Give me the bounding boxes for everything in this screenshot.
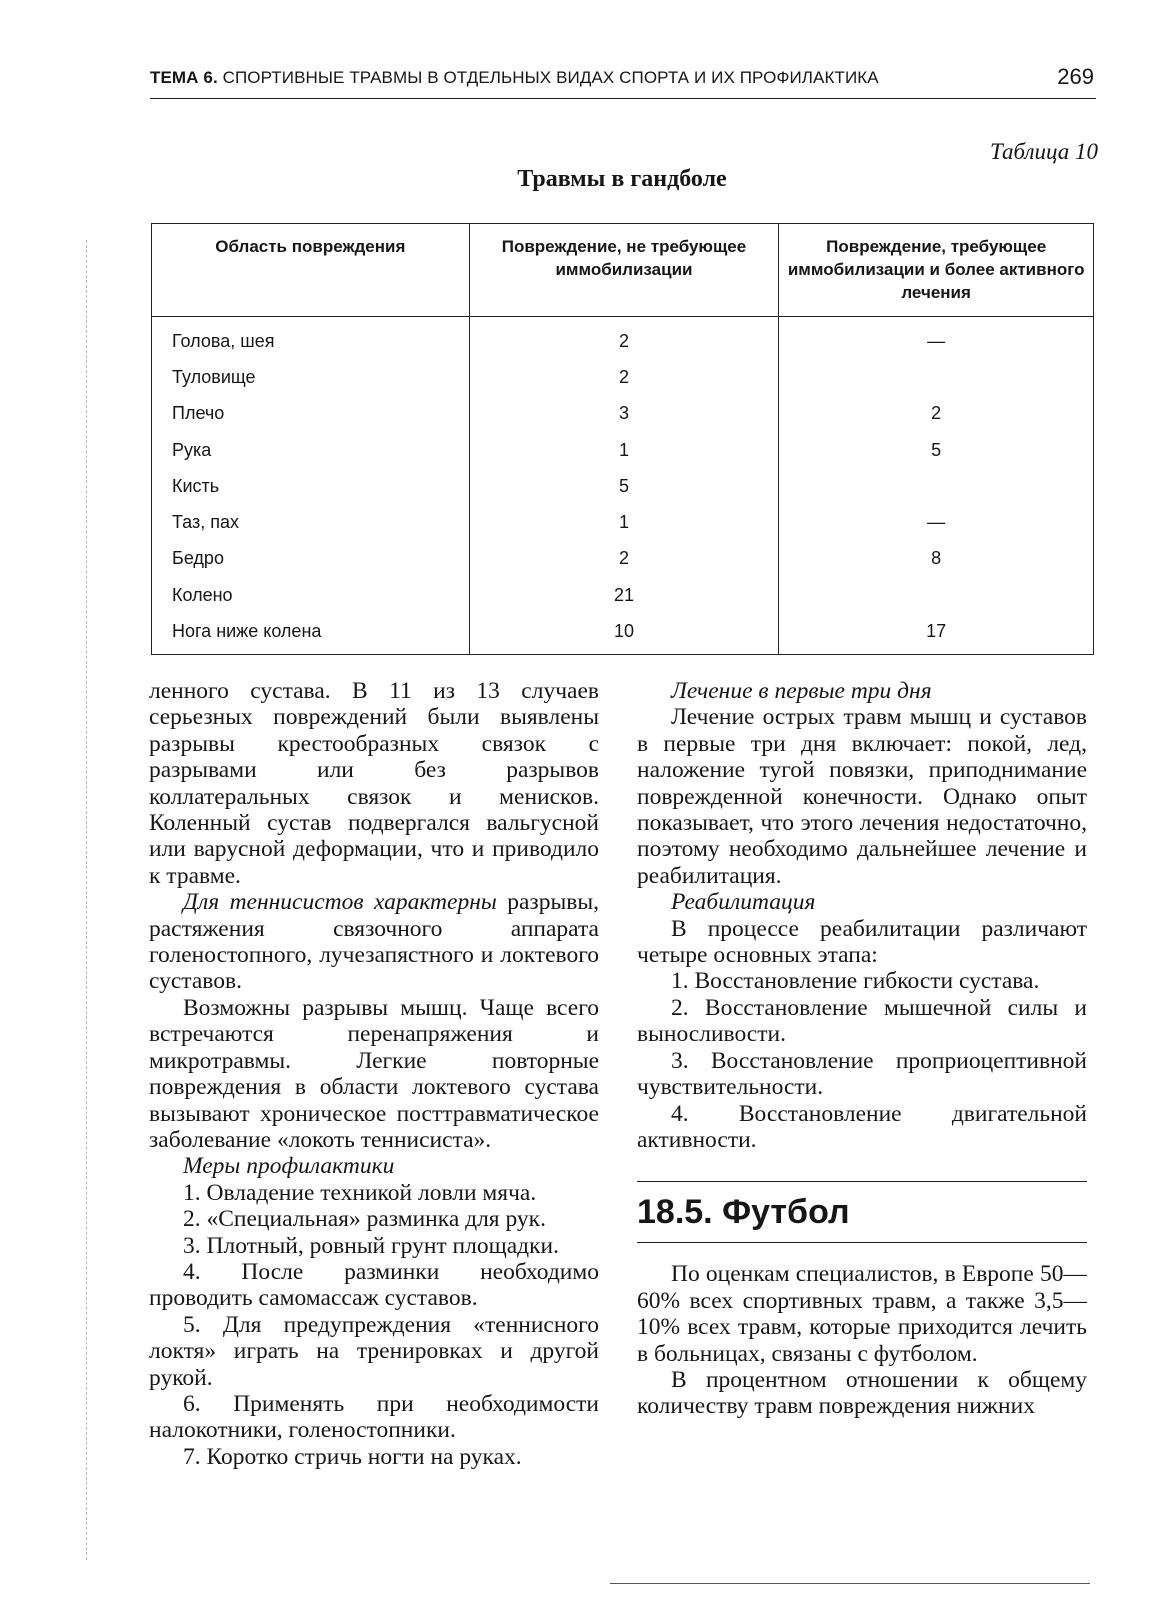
immob-cell: 17	[779, 613, 1094, 654]
list-item: 5. Для предупреждения «теннисного локтя» играть на тренировках и другой рукой.	[149, 1311, 599, 1391]
immob-cell: 2	[779, 396, 1094, 432]
running-header	[150, 64, 1096, 99]
table-row	[152, 613, 1094, 654]
table-row	[152, 468, 1094, 504]
immob-cell: 8	[779, 541, 1094, 577]
list-item: 6. Применять при необходимости налокотники, голеностопники.	[149, 1390, 599, 1444]
table-row	[152, 541, 1094, 577]
region-cell: Голова, шея	[152, 317, 470, 360]
section-header	[637, 1181, 1087, 1243]
paragraph-football-continued: В процентном отношении к общему количеству травм повреждения нижних	[637, 1366, 1087, 1420]
immob-cell: 5	[779, 432, 1094, 468]
table-row	[152, 359, 1094, 395]
no-immob-cell: 21	[469, 577, 779, 613]
paragraph-tennis-injuries	[149, 889, 599, 995]
paragraph-muscle-tears: Возможны разрывы мышц. Чаще всего встречаются перенапряжения и микротравмы. Легкие повторные повреждения в области локтевого сустава вызывают хроническое посттравматическое заболевание «локоть теннисиста».	[149, 994, 599, 1153]
prevention-heading: Меры профилактики	[183, 1153, 395, 1180]
list-item: 1. Восстановление гибкости сустава.	[671, 968, 1040, 995]
tennis-lead-italic: Для теннисистов характерны	[183, 889, 497, 916]
no-immob-cell: 1	[469, 504, 779, 540]
column-header-region: Область повреждения	[152, 224, 470, 317]
region-cell: Плечо	[152, 396, 470, 432]
list-item: 1. Овладение техникой ловли мяча.	[183, 1179, 537, 1206]
table-row	[152, 432, 1094, 468]
no-immob-cell: 2	[469, 541, 779, 577]
list-item: 2. Восстановление мышечной силы и выносливости.	[637, 994, 1087, 1048]
topic-title: СПОРТИВНЫЕ ТРАВМЫ В ОТДЕЛЬНЫХ ВИДАХ СПОРТА И ИХ ПРОФИЛАКТИКА	[217, 68, 879, 87]
list-item: 7. Коротко стричь ногти на руках.	[183, 1443, 522, 1470]
column-header-no-immobilization: Повреждение, не требующее иммобилизации	[469, 224, 779, 317]
table-header-row	[152, 224, 1094, 317]
no-immob-cell: 2	[469, 317, 779, 360]
paragraph-knee-injuries: ленного сустава. В 11 из 13 случаев серьезных повреждений были выявлены разрывы крестообразных связок с разрывами или без разрывов коллатеральных связок и менисков. Коленный сустав подвергался вальгусной или варусной деформации, что и приводило к травме.	[149, 678, 599, 889]
no-immob-cell: 3	[469, 396, 779, 432]
page-number: 269	[1057, 64, 1094, 89]
rehab-heading: Реабилитация	[671, 889, 816, 916]
column-header-immobilization: Повреждение, требующее иммобилизации и более активного лечения	[779, 224, 1094, 317]
paragraph-rehab-intro: В процессе реабилитации различают четыре основных этапа:	[637, 915, 1087, 969]
paragraph-treatment: Лечение острых травм мышц и суставов в первые три дня включает: покой, лед, наложение тугой повязки, приподнимание поврежденной конечности. Однако опыт показывает, что этого лечения недостаточно, поэтому необходимо дальнейшее лечение и реабилитация.	[637, 704, 1087, 889]
table-row	[152, 396, 1094, 432]
immob-cell: —	[779, 317, 1094, 360]
scan-margin-line	[86, 240, 87, 1560]
running-header-topic	[150, 68, 879, 88]
region-cell: Рука	[152, 432, 470, 468]
left-text-column	[149, 678, 599, 1470]
table-label: Таблица 10	[989, 139, 1098, 164]
region-cell: Кисть	[152, 468, 470, 504]
region-cell: Туловище	[152, 359, 470, 395]
bottom-rule	[610, 1583, 1090, 1584]
no-immob-cell: 2	[469, 359, 779, 395]
no-immob-cell: 1	[469, 432, 779, 468]
list-item: 3. Плотный, ровный грунт площадки.	[183, 1232, 559, 1259]
no-immob-cell: 10	[469, 613, 779, 654]
no-immob-cell: 5	[469, 468, 779, 504]
section-title: 18.5. Футбол	[637, 1193, 850, 1232]
region-cell: Колено	[152, 577, 470, 613]
region-cell: Нога ниже колена	[152, 613, 470, 654]
injury-table	[151, 223, 1094, 655]
tennis-text: разрывы, растяжения связочного аппарата голеностопного, лучезапястного и локтевого суставов.	[149, 889, 600, 995]
right-text-column	[637, 678, 1087, 1420]
list-item: 2. «Специальная» разминка для рук.	[183, 1206, 546, 1233]
table-row	[152, 504, 1094, 540]
list-item: 4. Восстановление двигательной активности.	[637, 1100, 1087, 1153]
immob-cell: —	[779, 504, 1094, 540]
topic-number: ТЕМА 6.	[150, 68, 218, 87]
table-row	[152, 577, 1094, 613]
region-cell: Таз, пах	[152, 504, 470, 540]
list-item: 3. Восстановление проприоцептивной чувствительности.	[637, 1047, 1087, 1101]
table-title: Травмы в гандболе	[517, 166, 727, 192]
paragraph-football-stats: По оценкам специалистов, в Европе 50—60% всех спортивных травм, а также 3,5—10% всех травм, которые приходится лечить в больницах, связаны с футболом.	[637, 1261, 1087, 1367]
immob-cell	[779, 577, 1094, 613]
list-item: 4. После разминки необходимо проводить самомассаж суставов.	[149, 1258, 599, 1312]
treatment-heading: Лечение в первые три дня	[671, 678, 932, 704]
immob-cell	[779, 359, 1094, 395]
table-row	[152, 317, 1094, 360]
region-cell: Бедро	[152, 541, 470, 577]
immob-cell	[779, 468, 1094, 504]
